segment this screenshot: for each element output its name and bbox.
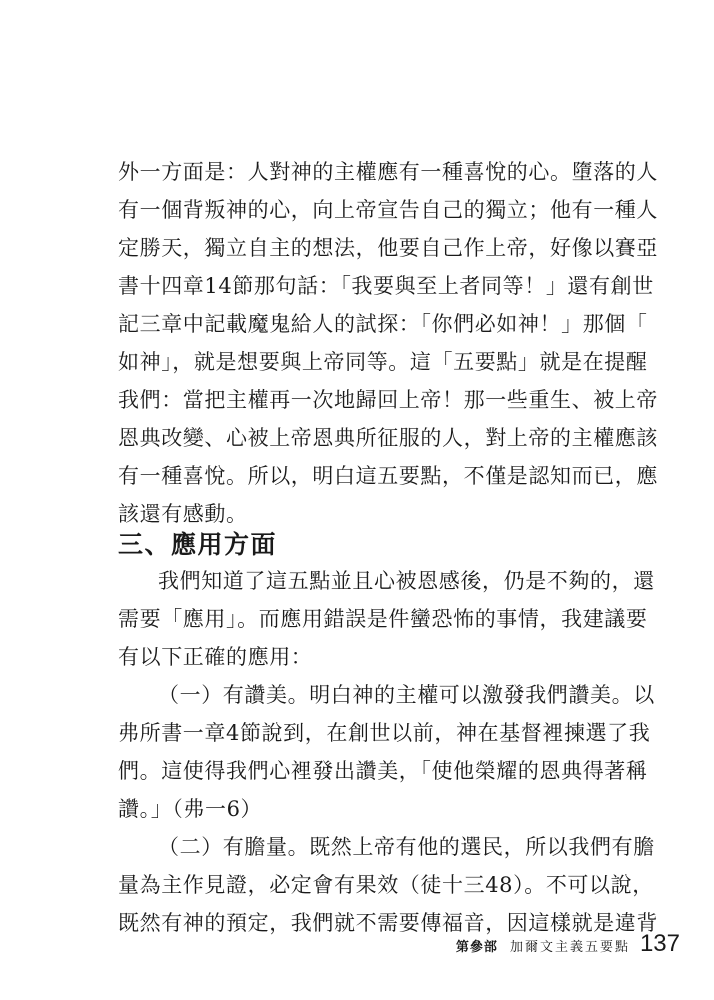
body-line: 有一個背叛神的心，向上帝宣告自己的獨立；他有一種人	[118, 198, 658, 222]
body-line: 該還有感動。	[118, 502, 248, 526]
body-line: 書十四章14節那句話：「我要與至上者同等！」還有創世	[118, 274, 654, 298]
body-line: 有一種喜悅。所以，明白這五要點，不僅是認知而已，應	[118, 464, 658, 488]
section-line: 讚。」（弗一6）	[118, 797, 263, 821]
page-number: 137	[639, 930, 680, 957]
section-line: 需要「應用」。而應用錯誤是件蠻恐怖的事情，我建議要	[118, 607, 648, 631]
page-footer	[456, 930, 680, 960]
section-line: 弗所書一章4節說到，在創世以前，神在基督裡揀選了我	[118, 721, 651, 745]
body-line: 我們：當把主權再一次地歸回上帝！那一些重生、被上帝	[118, 388, 658, 412]
body-line: 恩典改變、心被上帝恩典所征服的人，對上帝的主權應該	[118, 426, 658, 450]
section-line: 有以下正確的應用：	[118, 645, 313, 669]
section-line: 們。這使得我們心裡發出讚美，「使他榮耀的恩典得著稱	[118, 759, 648, 783]
body-line: 定勝天，獨立自主的想法，他要自己作上帝，好像以賽亞	[118, 236, 658, 260]
section-line: 量為主作見證，必定會有果效（徒十三48）。不可以說，	[118, 873, 654, 897]
section-line: 既然有神的預定，我們就不需要傳福音，因這樣就是違背	[118, 911, 658, 935]
body-line: 外一方面是：人對神的主權應有一種喜悅的心。墮落的人	[118, 160, 658, 184]
section-heading: 三、應用方面	[118, 530, 278, 559]
body-line: 記三章中記載魔鬼給人的試探：「你們必如神！」那個「	[118, 312, 648, 336]
footer-part-label: 第參部	[455, 940, 498, 955]
body-line: 如神」，就是想要與上帝同等。這「五要點」就是在提醒	[118, 350, 648, 374]
section-line: （二）有膽量。既然上帝有他的選民，所以我們有膽	[158, 835, 655, 859]
footer-book-title: 加爾文主義五要點	[509, 940, 630, 955]
section-line: 我們知道了這五點並且心被恩感後，仍是不夠的，還	[158, 569, 655, 593]
section-line: （一）有讚美。明白神的主權可以激發我們讚美。以	[158, 683, 655, 707]
